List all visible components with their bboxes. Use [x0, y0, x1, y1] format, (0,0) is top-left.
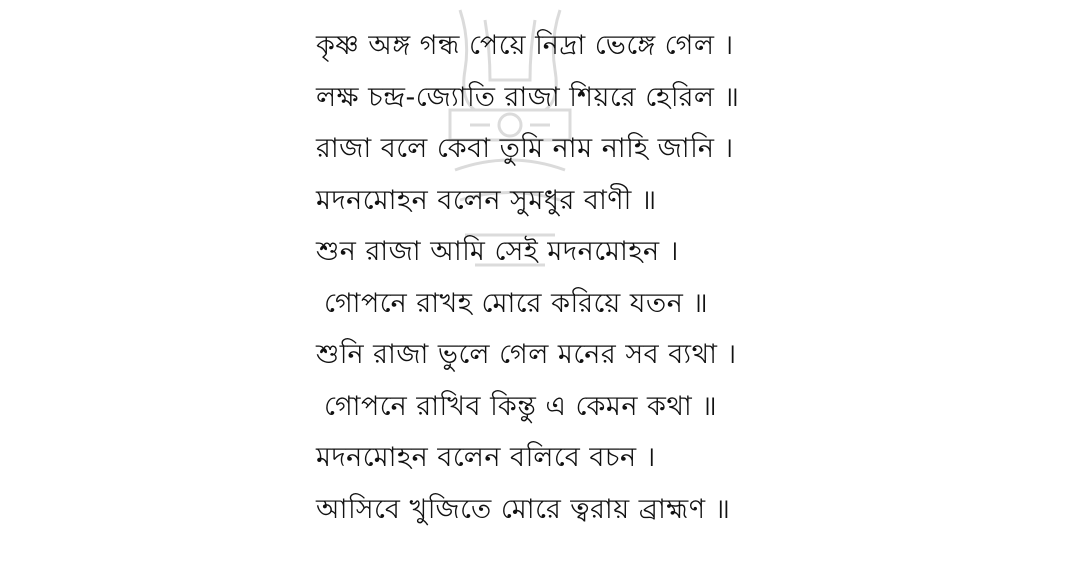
poem-line: শুনি রাজা ভুলে গেল মনের সব ব্যথা । [316, 339, 737, 370]
poem-line: গোপনে রাখহ মোরে করিয়ে যতন ॥ [324, 287, 709, 319]
poem-line: মদনমোহন বলেন বলিবে বচন । [316, 442, 656, 473]
poem-line: শুন রাজা আমি সেই মদনমোহন । [316, 236, 679, 267]
poem-line: রাজা বলে কেবা তুমি নাম নাহি জানি । [316, 133, 734, 164]
poem-text-block [316, 24, 836, 539]
poem-line: লক্ষ চন্দ্র-জ্যোতি রাজা শিয়রে হেরিল ॥ [316, 81, 740, 113]
poem-line: কৃষ্ণ অঙ্গ গন্ধ পেয়ে নিদ্রা ভেঙ্গে গেল । [316, 30, 734, 61]
poem-line: গোপনে রাখিব কিন্তু এ কেমন কথা ॥ [324, 390, 718, 422]
poem-line: মদনমোহন বলেন সুমধুর বাণী ॥ [316, 184, 657, 216]
poem-line: আসিবে খুজিতে মোরে ত্বরায় ব্রাহ্মণ ॥ [316, 493, 731, 525]
